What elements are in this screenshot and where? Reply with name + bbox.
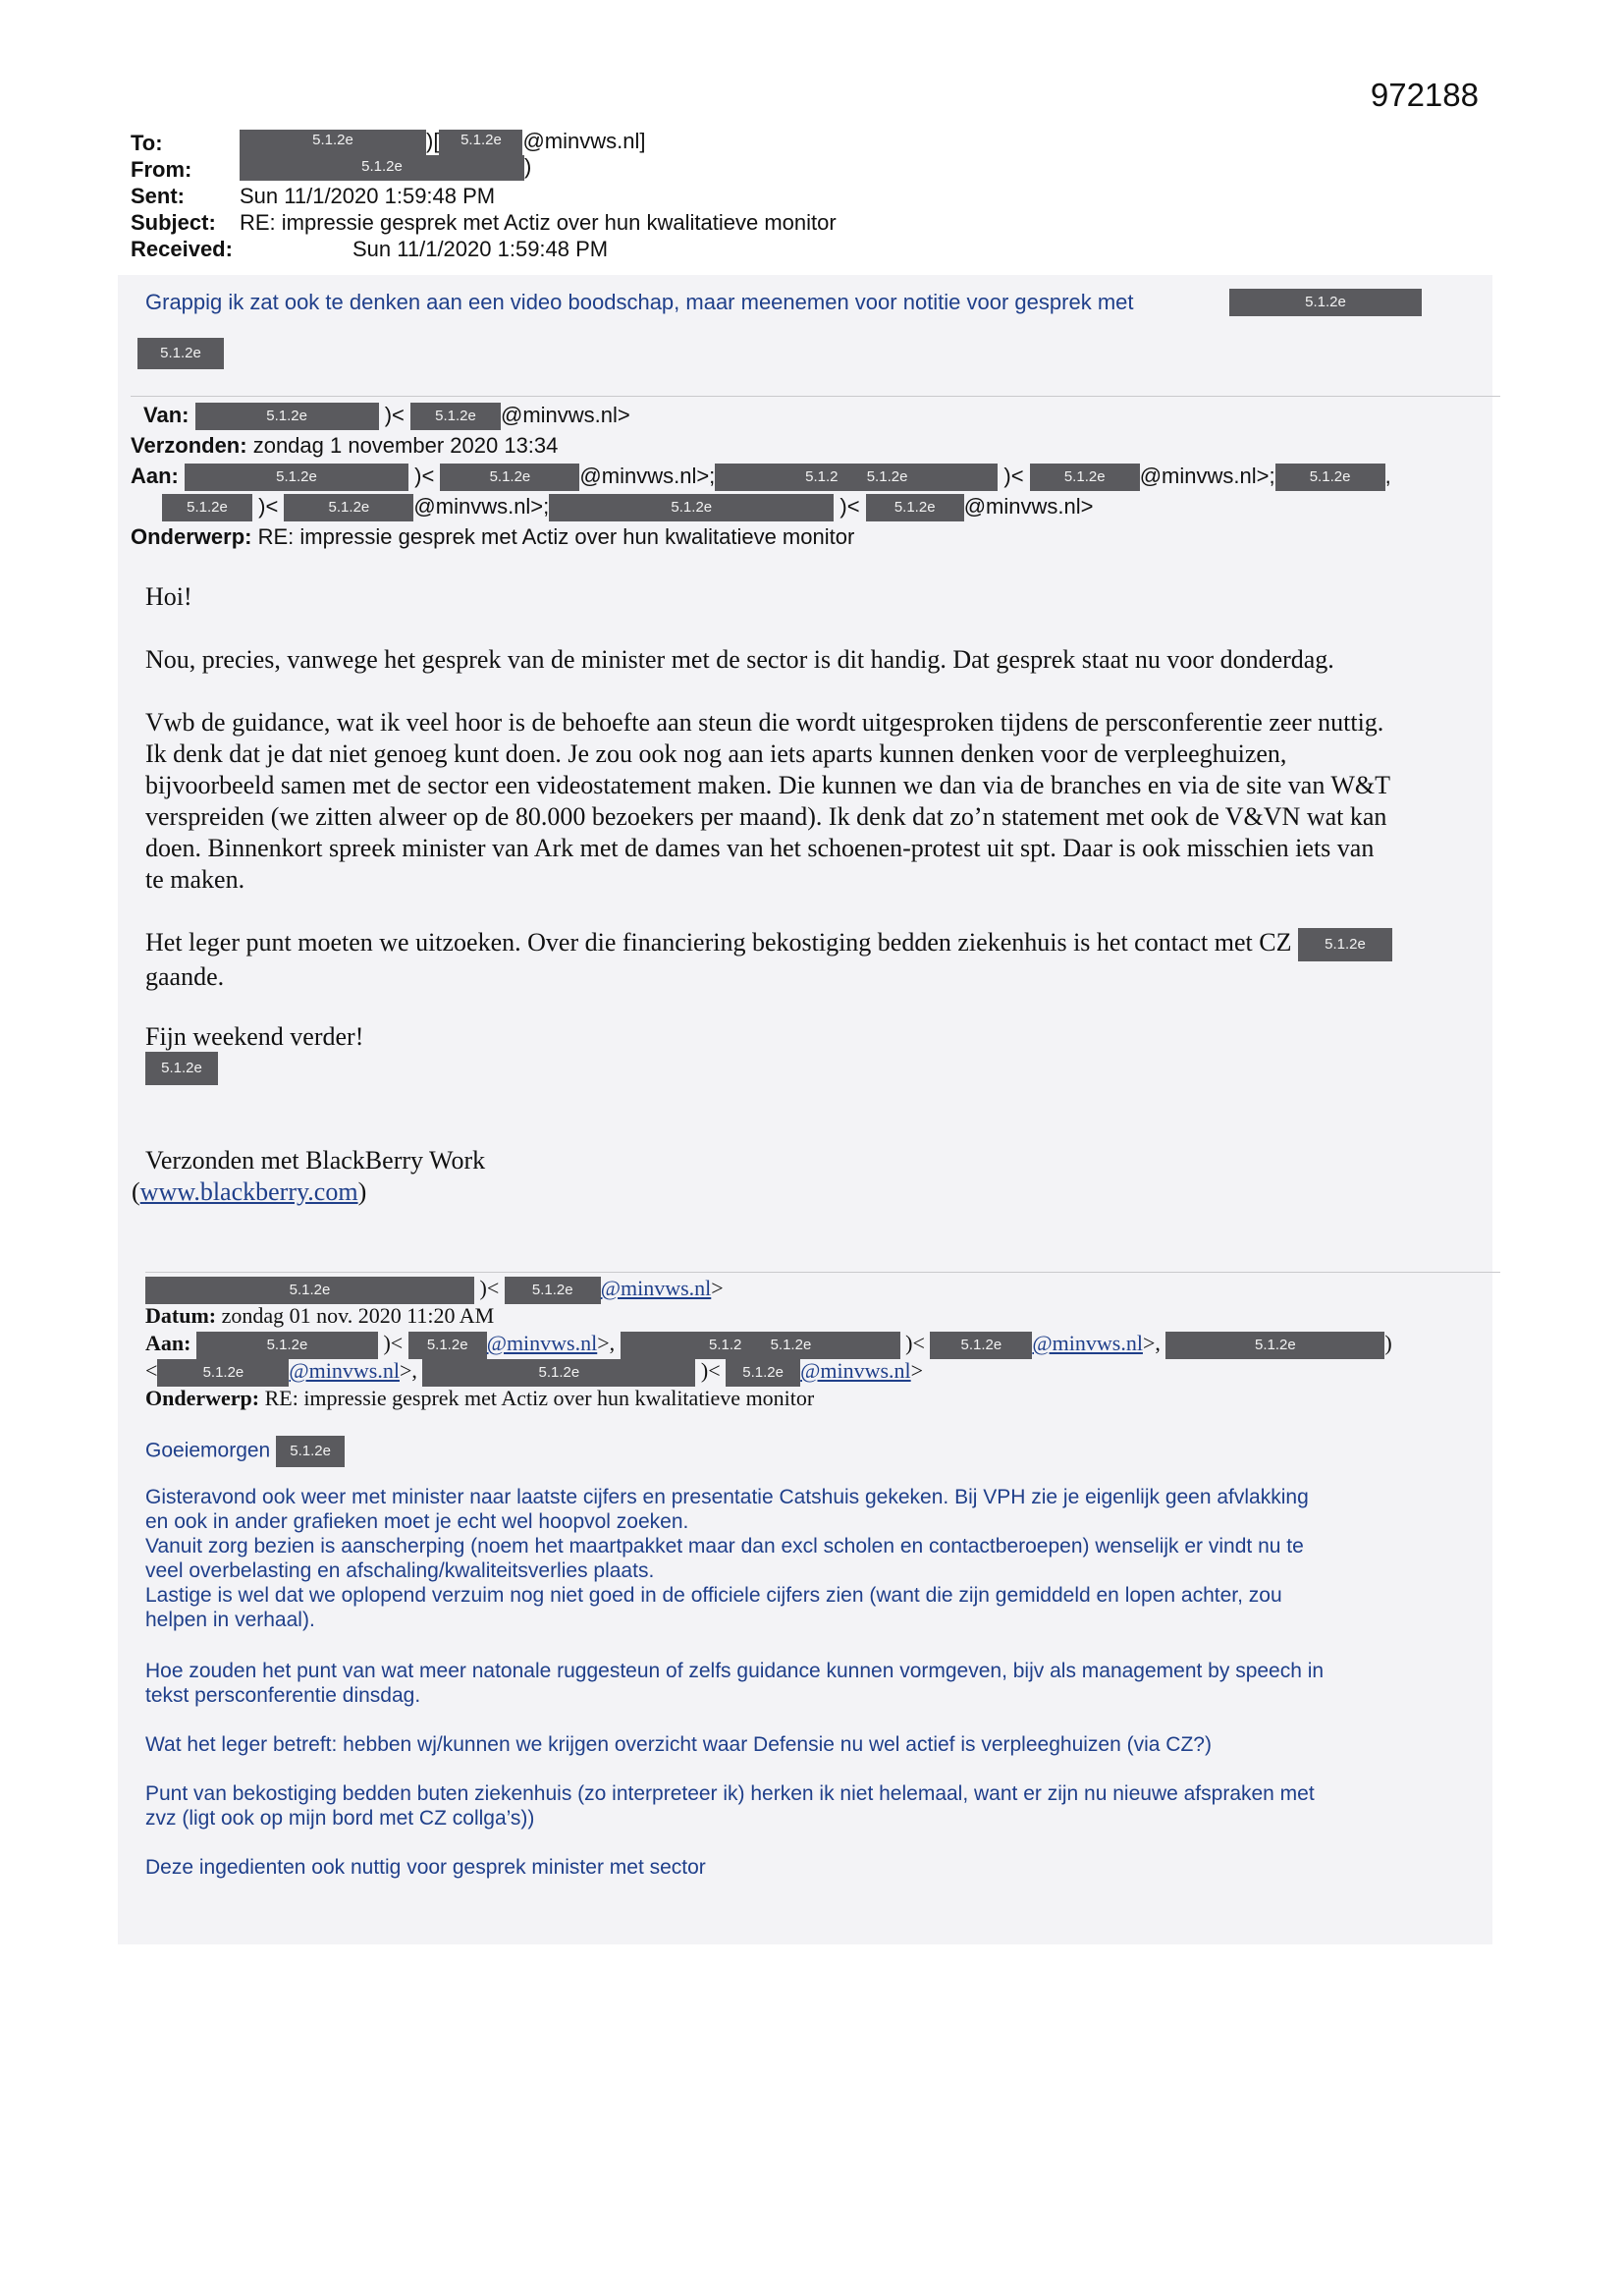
- paragraph-4: [145, 1781, 1315, 1831]
- redaction-block: 5.1.2e: [284, 494, 413, 521]
- paragraph-line: gaande.: [145, 962, 225, 992]
- subject-label: Subject:: [131, 210, 216, 235]
- paragraph-line: Lastige is wel dat we oplopend verzuim nog niet goed in de officiele cijfers zien (want die zijn gemiddeld en lopen achter, zou: [145, 1584, 1282, 1607]
- closing: Fijn weekend verder!: [145, 1022, 364, 1051]
- to-value: 5.1.2e )[ 5.1.2e @minvws.nl]: [240, 128, 645, 155]
- redaction-block: 5.1.2e: [240, 155, 524, 181]
- paragraph-line: te maken.: [145, 865, 245, 894]
- redaction-block: 5.1.2e: [276, 1436, 345, 1467]
- paragraph-line: tekst persconferentie dinsdag.: [145, 1684, 421, 1707]
- redaction-block: 5.1.2e: [410, 403, 501, 430]
- redaction-block: [621, 1332, 900, 1359]
- redaction-label: 5.1.2e: [770, 1336, 812, 1353]
- sent-row: [131, 183, 185, 209]
- redaction-block: 5.1.2e: [1165, 1332, 1384, 1359]
- to-suffix: @minvws.nl]: [522, 129, 646, 153]
- redaction-block: 5.1.2e: [439, 130, 522, 155]
- datum-value: zondag 01 nov. 2020 11:20 AM: [221, 1303, 495, 1328]
- paragraph-1: [145, 1485, 1309, 1632]
- redaction-block: 5.1.2e: [505, 1277, 601, 1304]
- redaction-block: 5.1.2e: [1275, 464, 1385, 491]
- from-row: [131, 156, 191, 183]
- redaction-block: 5.1.2e: [549, 494, 834, 521]
- divider: [145, 1272, 1500, 1273]
- paragraph-5: Deze ingedienten ook nuttig voor gesprek minister met sector: [145, 1856, 706, 1879]
- verzonden-row: [131, 430, 558, 461]
- from-row: 5.1.2e )< 5.1.2e @minvws.nl>: [145, 1275, 724, 1304]
- paragraph-line: Gisteravond ook weer met minister naar laatste cijfers en presentatie Catshuis gekeken. Bij VPH zie je eigenlijk geen afvlakking: [145, 1486, 1309, 1508]
- datum-label: Datum:: [145, 1303, 217, 1328]
- sent-value: Sun 11/1/2020 1:59:48 PM: [240, 184, 496, 208]
- redaction-block: 5.1.2e: [930, 1332, 1032, 1359]
- email-suffix: @minvws.nl>;: [413, 494, 550, 519]
- aan-row-2: 5.1.2e )< 5.1.2e @minvws.nl>; 5.1.2e )< 5.1.2e @minvws.nl>: [162, 491, 1093, 521]
- aan-label: Aan:: [145, 1331, 191, 1355]
- sent-label: Sent:: [131, 184, 185, 208]
- redaction-block: 5.1.2e: [422, 1359, 695, 1387]
- email-link[interactable]: @minvws.nl: [800, 1358, 911, 1383]
- email-suffix: @minvws.nl>;: [1139, 464, 1275, 488]
- paragraph-line: Ik denk dat je dat niet genoeg kunt doen. Je zou ook nog aan iets aparts kunnen denken voor de verpleeghuizen,: [145, 739, 1287, 768]
- redaction-block: 5.1.2e: [185, 464, 408, 491]
- redaction-block: 5.1.2e: [157, 1359, 289, 1387]
- onderwerp-row: [145, 1385, 814, 1412]
- email-suffix: @minvws.nl>: [501, 403, 630, 427]
- to-row: [131, 130, 163, 156]
- from-value: 5.1.2e ): [240, 153, 531, 181]
- van-label: Van:: [143, 403, 189, 427]
- paragraph-line: helpen in verhaal).: [145, 1609, 315, 1631]
- email-link[interactable]: @minvws.nl: [289, 1358, 400, 1383]
- verzonden-label: Verzonden:: [131, 433, 247, 458]
- aan-row: Aan: 5.1.2e )< 5.1.2e @minvws.nl>, 5.1.2 5.1.2e )< 5.1.2e @minvws.nl>, 5.1.2e ): [145, 1330, 1392, 1359]
- paragraph-3: [145, 927, 1392, 993]
- email-suffix: @minvws.nl>;: [579, 464, 716, 488]
- email-suffix: @minvws.nl>: [963, 494, 1094, 519]
- redaction-label: 5.1.2: [709, 1336, 742, 1353]
- paragraph-2: [145, 1659, 1324, 1708]
- redaction-block: 5.1.2e: [195, 403, 379, 430]
- redaction-block: 5.1.2e: [240, 130, 426, 155]
- paragraph-3: Wat het leger betreft: hebben wj/kunnen we krijgen overzicht waar Defensie nu wel actief is verpleeghuizen (via CZ?): [145, 1733, 1212, 1756]
- redaction-block: 5.1.2e: [162, 494, 252, 521]
- redaction-block: 5.1.2e: [1229, 289, 1422, 316]
- redaction-block: 5.1.2e: [137, 338, 224, 369]
- redaction-block: [715, 464, 998, 491]
- divider: [131, 396, 1500, 397]
- received-row: [131, 236, 233, 262]
- subject-row: [131, 209, 216, 236]
- onderwerp-value: RE: impressie gesprek met Actiz over hun kwalitatieve monitor: [257, 524, 855, 549]
- paragraph: Nou, precies, vanwege het gesprek van de minister met de sector is dit handig. Dat gesprek staat nu voor donderdag.: [145, 645, 1334, 674]
- from-label: From:: [131, 157, 192, 182]
- paragraph-line: en ook in ander grafieken moet je echt wel hoopvol zoeken.: [145, 1510, 689, 1533]
- paragraph-line: veel overbelasting en afschaling/kwaliteitsverlies plaats.: [145, 1559, 655, 1582]
- redaction-block: 5.1.2e: [1030, 464, 1140, 491]
- blackberry-link-row: (www.blackberry.com): [132, 1177, 367, 1206]
- greeting-row: [145, 1436, 345, 1467]
- blackberry-signature: Verzonden met BlackBerry Work: [145, 1146, 486, 1175]
- received-label: Received:: [131, 237, 233, 261]
- email-link[interactable]: @minvws.nl: [1032, 1331, 1143, 1355]
- redaction-block: 5.1.2e: [440, 464, 579, 491]
- to-label: To:: [131, 131, 163, 155]
- redaction-label: 5.1.2e: [866, 468, 908, 486]
- subject-value: RE: impressie gesprek met Actiz over hun kwalitatieve monitor: [240, 210, 837, 235]
- redaction-block: 5.1.2e: [408, 1332, 487, 1359]
- redaction-block: 5.1.2e: [726, 1359, 800, 1387]
- redaction-block: 5.1.2e: [145, 1277, 474, 1304]
- aan-row: Aan: 5.1.2e )< 5.1.2e @minvws.nl>; 5.1.2 5.1.2e )< 5.1.2e @minvws.nl>; 5.1.2e ,: [131, 461, 1391, 491]
- greeting: Hoi!: [145, 582, 192, 611]
- greeting: Goeiemorgen: [145, 1439, 271, 1462]
- paragraph-line: Vanuit zorg bezien is aanscherping (noem het maartpakket maar dan excl scholen en contactberoepen) wenselijk er vindt nu te: [145, 1535, 1304, 1558]
- paragraph-line: bijvoorbeeld samen met de sector een videostatement maken. Die kunnen we dan via de branches en via de site van W&T: [145, 771, 1391, 799]
- aan-label: Aan:: [131, 464, 179, 488]
- redaction-block: 5.1.2e: [866, 494, 964, 521]
- onderwerp-row: [131, 521, 854, 552]
- van-row: Van: 5.1.2e )< 5.1.2e @minvws.nl>: [143, 400, 630, 430]
- closing-signature-redaction: [145, 1051, 218, 1085]
- paragraph-line: verspreiden (we zitten alweer op de 80.000 bezoekers per maand). Ik denk dat zo’n statement met ook de V&VN wat kan: [145, 802, 1387, 831]
- blackberry-link[interactable]: www.blackberry.com: [139, 1177, 358, 1206]
- document-number: 972188: [1370, 77, 1479, 113]
- paragraph-line: Vwb de guidance, wat ik veel hoor is de behoefte aan steun die wordt uitgesproken tijdens de persconferentie zeer nuttig.: [145, 708, 1384, 737]
- reply-text: Grappig ik zat ook te denken aan een video boodschap, maar meenemen voor notitie voor gesprek met: [145, 290, 1134, 314]
- redaction-block: 5.1.2e: [145, 1052, 218, 1085]
- onderwerp-value: RE: impressie gesprek met Actiz over hun kwalitatieve monitor: [264, 1386, 815, 1410]
- received-value: Sun 11/1/2020 1:59:48 PM: [352, 237, 609, 261]
- redaction-label: 5.1.2: [805, 468, 839, 486]
- datum-row: [145, 1302, 494, 1330]
- email-link[interactable]: @minvws.nl: [600, 1276, 712, 1300]
- onderwerp-label: Onderwerp:: [131, 524, 252, 549]
- redaction-block: 5.1.2e: [1298, 928, 1392, 961]
- paragraph-2: [145, 707, 1390, 896]
- email-link[interactable]: @minvws.nl: [486, 1331, 598, 1355]
- paragraph-line: Hoe zouden het punt van wat meer natonale ruggesteun of zelfs guidance kunnen vormgeven, bijv als management by speech in: [145, 1660, 1325, 1682]
- onderwerp-label: Onderwerp:: [145, 1386, 260, 1410]
- paragraph-line: Het leger punt moeten we uitzoeken. Over die financiering bekostiging bedden ziekenhuis is het contact met CZ: [145, 928, 1292, 957]
- paragraph-line: zvz (ligt ook op mijn bord met CZ collga’s)): [145, 1807, 535, 1830]
- paragraph-line: doen. Binnenkort spreek minister van Ark met de dames van het schoenen-protest uit spt. Daar is ook misschien iets van: [145, 834, 1375, 862]
- paragraph-line: Punt van bekostiging bedden buten ziekenhuis (zo interpreteer ik) herken ik niet helemaal, want er zijn nu nieuwe afspraken met: [145, 1782, 1315, 1805]
- redaction-block: 5.1.2e: [196, 1332, 378, 1359]
- aan-row-2: < 5.1.2e @minvws.nl>, 5.1.2e )< 5.1.2e @minvws.nl>: [145, 1357, 923, 1387]
- reply-signature-redaction: [137, 338, 224, 369]
- reply-redaction: [1229, 289, 1422, 316]
- verzonden-value: zondag 1 november 2020 13:34: [252, 433, 559, 458]
